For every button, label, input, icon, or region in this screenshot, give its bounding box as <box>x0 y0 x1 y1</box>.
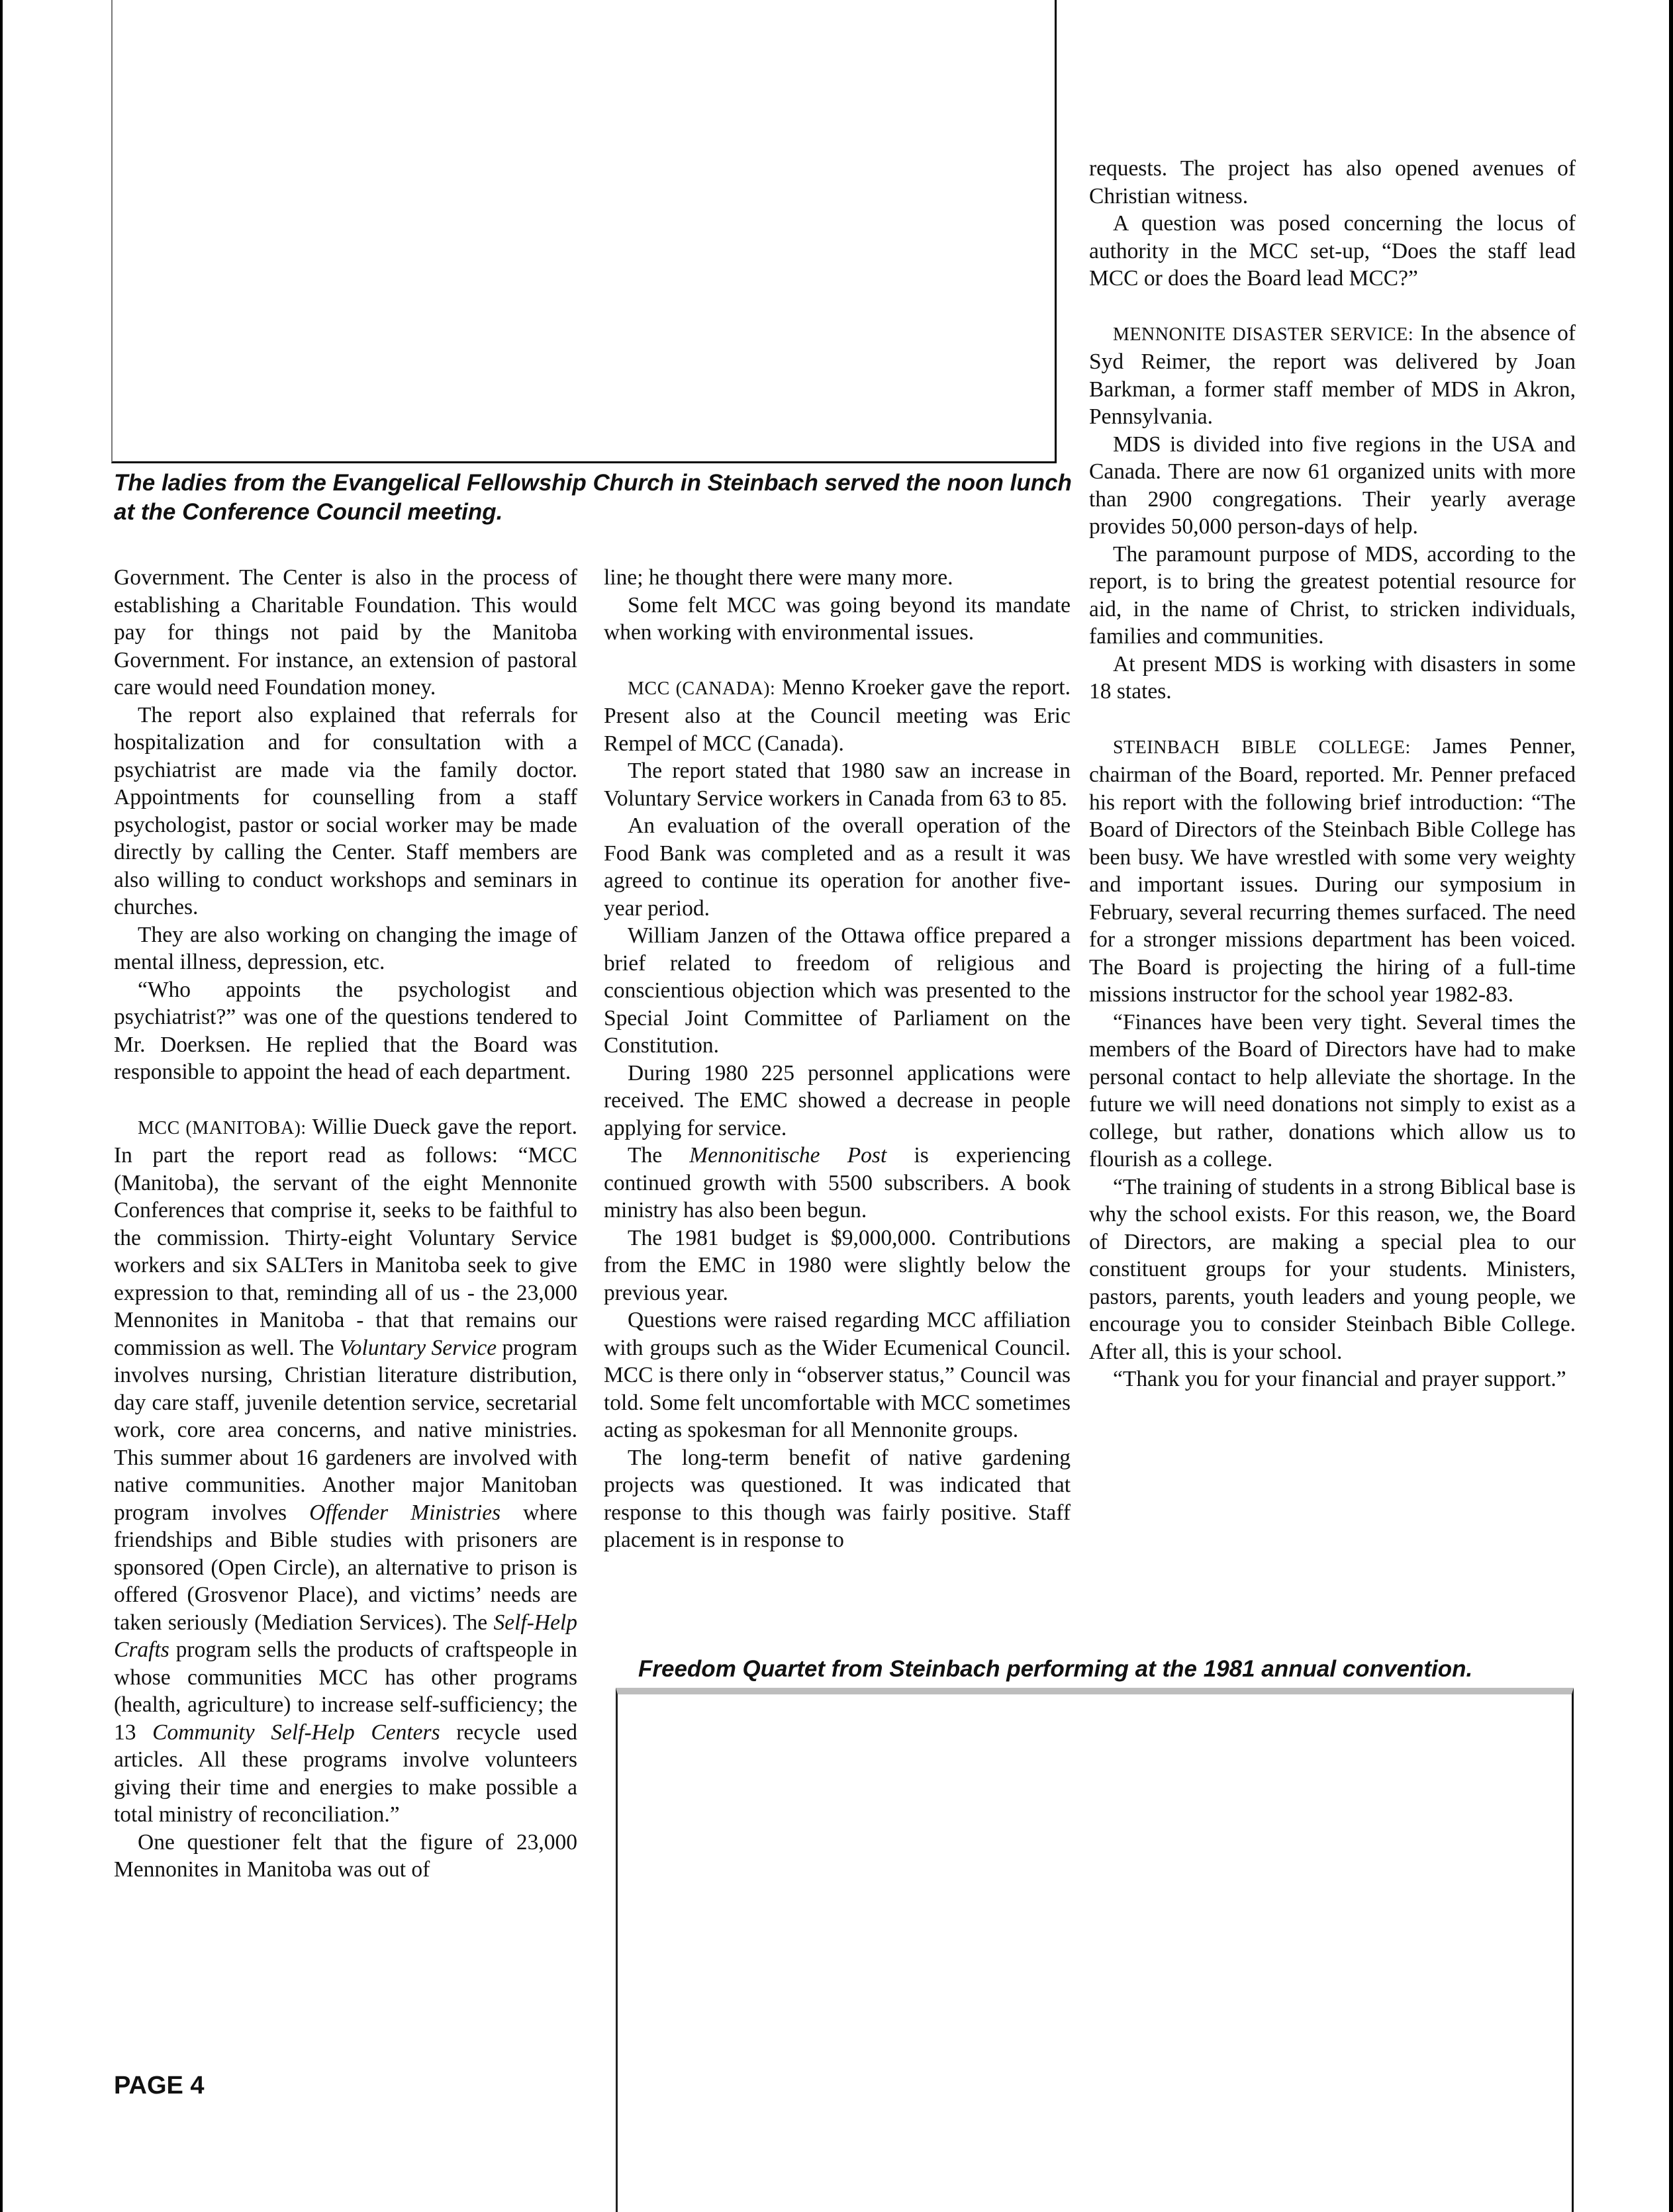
col2-paragraph: Some felt MCC was going beyond its mandate when working with environmental issues. <box>604 592 1071 645</box>
col2-paragraph: The Mennonitische Post is experiencing continued growth with 5500 subscribers. A book ministry has also been begun. <box>604 1143 1071 1222</box>
col2-paragraph: An evaluation of the overall operation of the Food Bank was completed and as a result it was agreed to continue its operation for another five-year period. <box>604 813 1071 921</box>
page-number: PAGE 4 <box>114 2072 205 2099</box>
mds-section: MENNONITE DISASTER SERVICE: In the absence of Syd Reimer, the report was delivered by Joan Barkman, a former staff member of MDS in Akron, Pennsylvania. <box>1089 320 1576 429</box>
mcc-canada-section: MCC (CANADA): Menno Kroeker gave the report. Present also at the Council meeting was Eric Rempel of MCC (Canada). <box>604 674 1071 756</box>
col2-paragraph: line; he thought there were many more. <box>604 565 953 590</box>
section-heading: MENNONITE DISASTER SERVICE: <box>1113 324 1414 345</box>
photo-top <box>111 0 1057 463</box>
col2-paragraph: William Janzen of the Ottawa office prepared a brief related to freedom of religious and conscientious objection which was presented to the Special Joint Committee of Parliament on the Constitution. <box>604 923 1071 1058</box>
col1-paragraph: “Who appoints the psychologist and psychiatrist?” was one of the questions tendered to Mr. Doerksen. He replied that the Board was responsible to appoint the head of each department. <box>114 977 577 1084</box>
mcc-manitoba-section: MCC (MANITOBA): Willie Dueck gave the report. In part the report read as follows: “MCC (Manitoba), the servant of the eight Mennonite Conferences that comprise it, seeks to be faithful to the commission. Thirty-eight Voluntary Service workers and six SALTers in Manitoba seek to give expression to that, reminding all of us - the 23,000 Mennonites in Manitoba - that that remains our commission as well. The Voluntary Service program involves nursing, Christian literature distribution, day care staff, juvenile detention service, secretarial work, core area concerns, and native ministries. This summer about 16 gardeners are involved with native communities. Another major Manitoban program involves Offender Ministries where friendships and Bible studies with prisoners are sponsored (Open Circle), an alternative to prison is offered (Grosvenor Place), and victims’ needs are taken seriously (Mediation Services). The Self-Help Crafts program sells the products of craftspeople in whose communities MCC has other programs (health, agriculture) to increase self-sufficiency; the 13 Community Self-Help Centers recycle used articles. All these programs involve volunteers giving their time and energies to make possible a total ministry of reconciliation.” <box>114 1114 577 1827</box>
col1-paragraph: The report also explained that referrals for hospitalization and for consultation with a psychiatrist are made via the family doctor. Appointments for counselling from a staff psychologist, pastor or social worker may be made directly by calling the Center. Staff members are also willing to conduct workshops and seminars in churches. <box>114 702 577 919</box>
col3-paragraph: A question was posed concerning the locus of authority in the MCC set-up, “Does the staff lead MCC or does the Board lead MCC?” <box>1089 211 1576 291</box>
col2-paragraph: Questions were raised regarding MCC affiliation with groups such as the Wider Ecumenical Council. MCC is there only in “observer status,” Council was told. Some felt uncomfortable with MCC sometimes acting as spokesman for all Mennonite groups. <box>604 1308 1071 1442</box>
col3-paragraph: MDS is divided into five regions in the USA and Canada. There are now 61 organized units with more than 2900 congregations. Their yearly average provides 50,000 person-days of help. <box>1089 432 1576 539</box>
photo-bottom <box>616 1688 1574 2212</box>
col2-paragraph: The long-term benefit of native gardening projects was questioned. It was indicated that response to this though was fairly positive. Staff placement is in response to <box>604 1445 1071 1552</box>
section-heading: STEINBACH BIBLE COLLEGE: <box>1113 737 1411 758</box>
col1-paragraph: One questioner felt that the figure of 23,000 Mennonites in Manitoba was out of <box>114 1829 577 1882</box>
column-3 <box>1089 155 1576 1393</box>
col2-paragraph: The report stated that 1980 saw an increase in Voluntary Service workers in Canada from 63 to 85. <box>604 759 1071 811</box>
photo-top-caption: The ladies from the Evangelical Fellowship Church in Steinbach served the noon lunch at the Conference Council meeting. <box>114 470 1072 525</box>
col3-paragraph: “The training of students in a strong Biblical base is why the school exists. For this reason, we, the Board of Directors, are making a special plea to our constituent groups for your students. Ministers, pastors, parents, youth leaders and young people, we encourage you to consider Steinbach Bible College. After all, this is your school. <box>1089 1174 1576 1364</box>
column-2 <box>604 564 1071 1554</box>
sbc-section: STEINBACH BIBLE COLLEGE: James Penner, chairman of the Board, reported. Mr. Penner prefaced his report with the following brief introduction: “The Board of Directors of the Steinbach Bible College has been busy. We have wrestled with some very weighty and important issues. During our symposium in February, several recurring themes surfaced. The need for a stronger missions department has been voiced. The Board is projecting the hiring of a full-time missions instructor for the school year 1982-83. <box>1089 733 1576 1007</box>
section-heading: MCC (MANITOBA): <box>138 1117 307 1138</box>
col3-paragraph: “Thank you for your financial and prayer support.” <box>1113 1367 1566 1391</box>
photo-bottom-caption: Freedom Quartet from Steinbach performing at the 1981 annual convention. <box>638 1656 1473 1682</box>
col3-paragraph: “Finances have been very tight. Several times the members of the Board of Directors have had to make personal contact to help alleviate the shortage. In the future we will need donations not simply to exist as a college, but rather, donations which allow us to flourish as a college. <box>1089 1009 1576 1172</box>
col3-paragraph: At present MDS is working with disasters in some 18 states. <box>1089 651 1576 704</box>
col3-paragraph: The paramount purpose of MDS, according to the report, is to bring the greatest potential resource for aid, in the name of Christ, to stricken individuals, families and communities. <box>1089 541 1576 649</box>
col1-paragraph: They are also working on changing the image of mental illness, depression, etc. <box>114 922 577 974</box>
section-heading: MCC (CANADA): <box>628 678 776 699</box>
col2-paragraph: During 1980 225 personnel applications were received. The EMC showed a decrease in people applying for service. <box>604 1060 1071 1140</box>
col2-paragraph: The 1981 budget is $9,000,000. Contributions from the EMC in 1980 were slightly below the previous year. <box>604 1225 1071 1305</box>
column-1 <box>114 564 577 1884</box>
col1-paragraph: Government. The Center is also in the process of establishing a Charitable Foundation. This would pay for things not paid by the Manitoba Government. For instance, an extension of pastoral care would need Foundation money. <box>114 565 577 700</box>
col3-paragraph: requests. The project has also opened avenues of Christian witness. <box>1089 156 1576 208</box>
